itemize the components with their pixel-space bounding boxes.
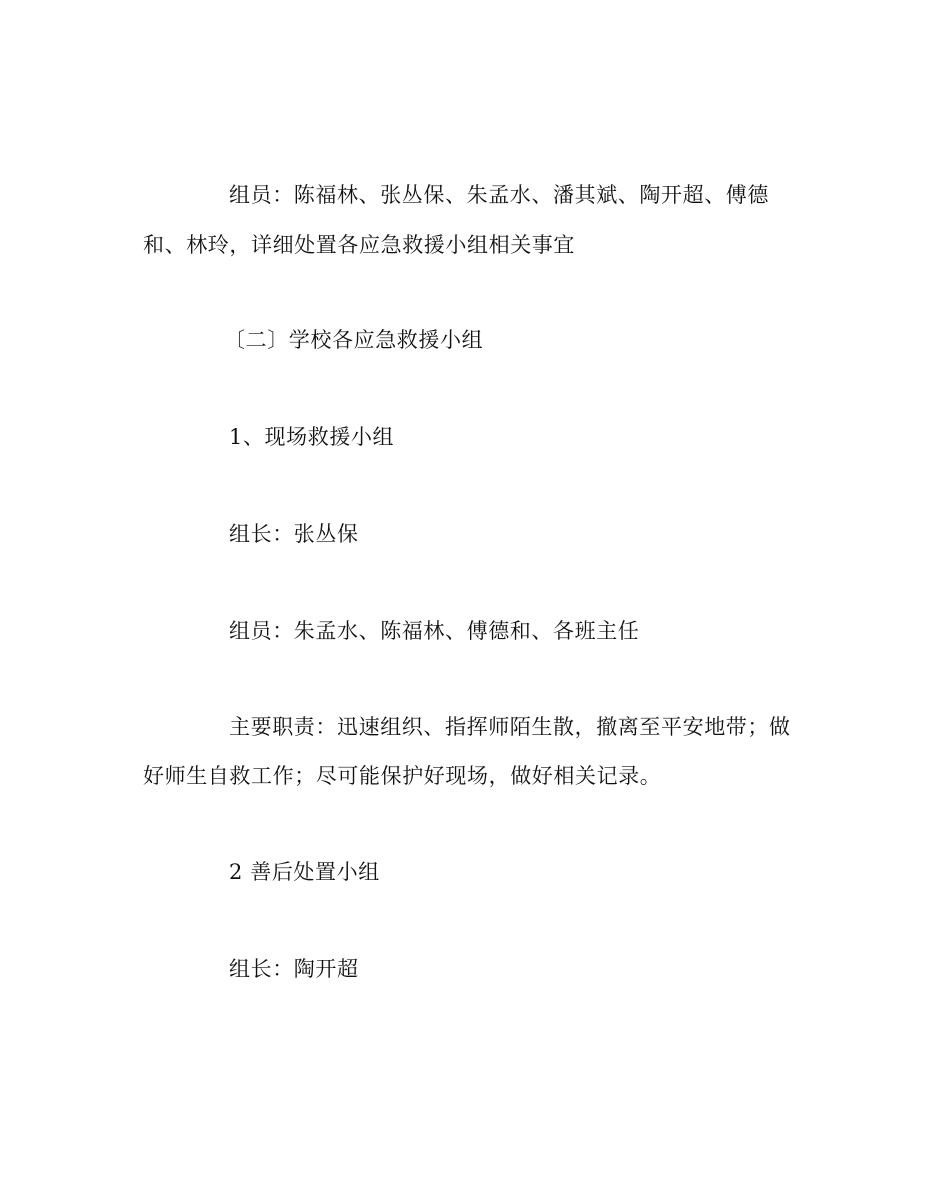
section-heading: 〔二〕学校各应急救援小组 <box>224 328 484 352</box>
group2-leader: 组长：陶开超 <box>229 957 359 981</box>
group1-duty-line-2: 好师生自救工作；尽可能保护好现场，做好相关记录。 <box>143 764 662 788</box>
group1-leader: 组长：张丛保 <box>229 522 359 546</box>
members-paragraph-line-2: 和、林玲，详细处置各应急救援小组相关事宜 <box>143 233 575 257</box>
group1-title: 1、现场救援小组 <box>229 425 395 449</box>
group1-members: 组员：朱孟水、陈福林、傅德和、各班主任 <box>229 619 640 643</box>
members-paragraph-line-1: 组员：陈福林、张丛保、朱孟水、潘其斌、陶开超、傅德 <box>229 183 769 207</box>
group1-duty-line-1: 主要职责：迅速组织、指挥师陌生散，撤离至平安地带；做 <box>229 715 791 739</box>
group2-title: 2 善后处置小组 <box>229 860 380 884</box>
